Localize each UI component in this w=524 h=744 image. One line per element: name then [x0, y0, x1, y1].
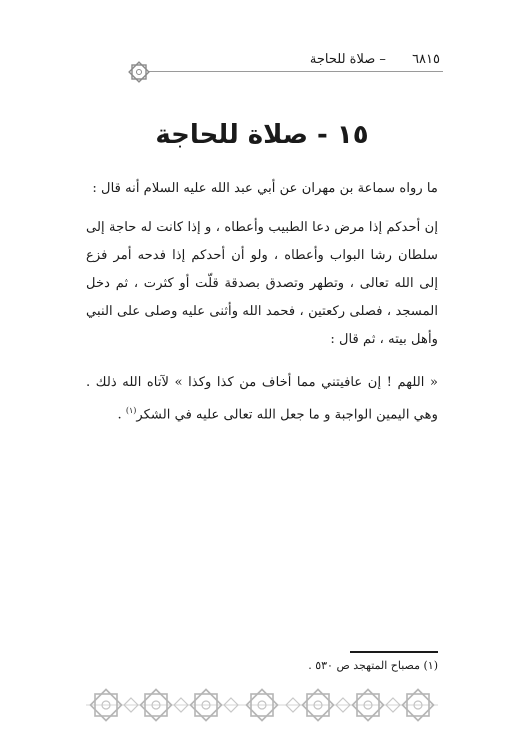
hadith-paragraph: إن أحدكم إذا مرض دعا الطبيب وأعطاه ، و إذا كانت له حاجة إلى سلطان رشا البواب وأعطاه ، ولو أن أحدكم إذا فدحه أمر فزع إلى الله تعالى ، وتطهر وتصدق بصدقة قلّت أو كثرت ، ثم دخل المسجد ، فصلى ركعتين ، فحمد الله وأثنى عليه وصلى على النبي وأهل بيته ، ثم قال : — [86, 220, 438, 347]
running-chapter-title: ١٥ – صلاة للحاجة — [309, 52, 440, 67]
dua-paragraph — [86, 369, 438, 429]
dua-end: . — [117, 407, 126, 423]
footnote-rule — [350, 651, 438, 653]
decorative-footer-band — [86, 682, 438, 728]
header-ornament-icon — [128, 61, 150, 83]
header-rule — [148, 71, 443, 72]
footnote-reference: (١) — [125, 406, 137, 415]
footnote: (١) مصباح المتهجد ص ٥٣٠ . — [308, 659, 438, 672]
dua-text: « اللهم ! إن عافيتني مما أخاف من كذا وكذا » لآتاه الله ذلك . وهي اليمين الواجبة و ما جعل الله تعالى عليه في الشكر — [86, 375, 438, 423]
running-header — [310, 52, 440, 67]
intro-paragraph: ما رواه سماعة بن مهران عن أبي عبد الله عليه السلام أنه قال : — [92, 181, 438, 196]
page-number: ٦٨ — [412, 52, 427, 67]
chapter-title: ١٥ - صلاة للحاجة — [155, 120, 369, 150]
